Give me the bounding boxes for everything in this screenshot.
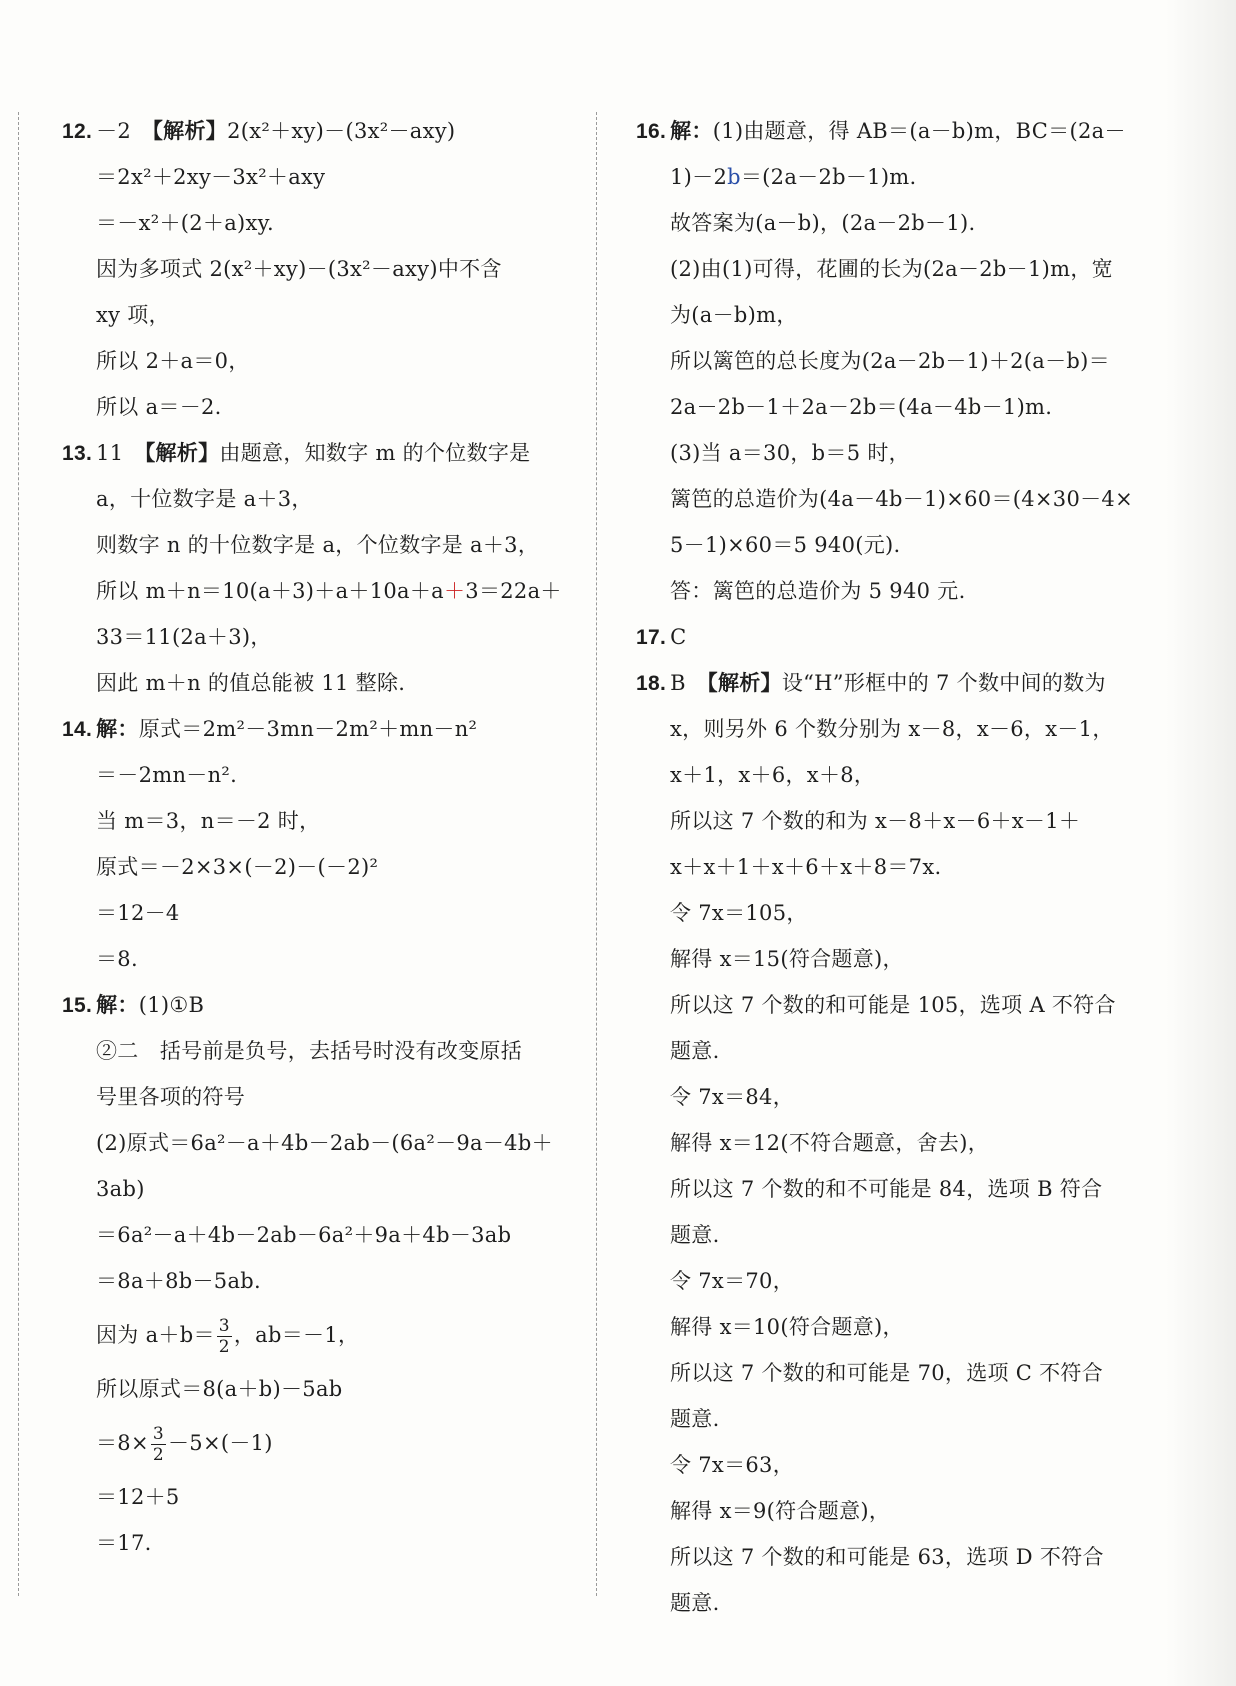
question-14 [62, 706, 562, 982]
q18-line: 解得 x＝9(符合题意)， [670, 1499, 891, 1523]
q15-line: (2)原式＝6a²－a＋4b－2ab－(6a²－9a－4b＋ [96, 1131, 553, 1155]
q15-line: ＝6a²－a＋4b－2ab－6a²＋9a＋4b－3ab [96, 1223, 512, 1247]
right-column [636, 108, 1136, 1626]
question-17 [636, 614, 1136, 660]
solution-tag: 解： [670, 118, 713, 143]
q16-line: 16. 解：(1)由题意，得 AB＝(a－b)m，BC＝(2a－ [636, 118, 1126, 143]
q18-line: 解得 x＝12(不符合题意，舍去)， [670, 1131, 990, 1155]
q18-line: 令 7x＝63， [670, 1453, 795, 1477]
left-margin-rule [18, 112, 19, 1596]
q18-line: 题意. [670, 1407, 720, 1431]
q18-line: 解得 x＝15(符合题意)， [670, 947, 904, 971]
question-13 [62, 430, 562, 706]
q16-line: (2)由(1)可得，花圃的长为(2a－2b－1)m，宽 [670, 257, 1113, 281]
q18-line: 令 7x＝105， [670, 901, 808, 925]
q18-line: 题意. [670, 1591, 720, 1615]
q16-line: 为(a－b)m， [670, 303, 798, 327]
q14-line: ＝12－4 [96, 901, 180, 925]
q13-line: 因此 m＋n 的值总能被 11 整除. [96, 671, 406, 695]
q15-line: ＝8a＋8b－5ab. [96, 1269, 261, 1293]
q12-line: 所以 2＋a＝0， [96, 349, 250, 373]
q18-line: 所以这 7 个数的和为 x－8＋x－6＋x－1＋ [670, 809, 1081, 833]
q15-line: ＝17. [96, 1531, 152, 1555]
q12-line: ＝2x²＋2xy－3x²＋axy [96, 165, 326, 189]
analysis-tag: 【解析】 [707, 670, 782, 695]
question-16 [636, 108, 1136, 614]
q18-line: x＋x＋1＋x＋6＋x＋8＝7x. [670, 855, 942, 879]
blue-mark: b [727, 165, 741, 189]
solution-tag: 解： [96, 992, 139, 1017]
q15-line: 号里各项的符号 [96, 1085, 246, 1109]
q18-line: 令 7x＝70， [670, 1269, 795, 1293]
question-15 [62, 982, 562, 1566]
q15-line: ＝12＋5 [96, 1485, 180, 1509]
q15-number: 15. [62, 994, 93, 1017]
q14-line: 14. 解：原式＝2m²－3mn－2m²＋mn－n² [62, 716, 478, 741]
q18-line: 18. B 【解析】设“H”形框中的 7 个数中间的数为 [636, 670, 1106, 695]
q18-line: x＋1，x＋6，x＋8， [670, 763, 876, 787]
q12-line: ＝－x²＋(2＋a)xy. [96, 211, 275, 235]
analysis-tag: 【解析】 [144, 440, 220, 465]
fraction: $\frac{3}{2}$ [218, 1316, 230, 1357]
q18-line: 所以这 7 个数的和可能是 105，选项 A 不符合 [670, 993, 1116, 1017]
q16-line: (3)当 a＝30，b＝5 时， [670, 441, 910, 465]
q17-line [636, 614, 1136, 660]
q13-line: 所以 m＋n＝10(a＋3)＋a＋10a＋a＋3＝22a＋ [96, 579, 562, 603]
q16-line: 5－1)×60＝5 940(元). [670, 533, 901, 557]
center-column-rule [596, 112, 597, 1596]
q13-line: 13. 11 【解析】由题意，知数字 m 的个位数字是 [62, 440, 531, 465]
q12-line: xy 项， [96, 303, 170, 327]
q13-line: 33＝11(2a＋3)， [96, 625, 272, 649]
q13-number: 13. [62, 442, 93, 465]
page-edge-shadow [1166, 0, 1236, 1686]
q18-line: 所以这 7 个数的和可能是 70，选项 C 不符合 [670, 1361, 1104, 1385]
q16-line: 2a－2b－1＋2a－2b＝(4a－4b－1)m. [670, 395, 1053, 419]
q15-line: 15. 解：(1)①B [62, 992, 205, 1017]
q18-number: 18. [636, 672, 667, 695]
q12-line: 12. －2 【解析】2(x²＋xy)－(3x²－axy) [62, 118, 456, 143]
q18-line: x，则另外 6 个数分别为 x－8，x－6，x－1， [670, 717, 1114, 741]
q14-line: ＝－2mn－n². [96, 763, 238, 787]
q13-line: 则数字 n 的十位数字是 a，个位数字是 a＋3， [96, 533, 540, 557]
q15-line: 因为 a＋b＝ $\frac{3}{2}$ ，ab＝－1， [96, 1316, 360, 1357]
q16-line: 所以篱笆的总长度为(2a－2b－1)＋2(a－b)＝ [670, 349, 1110, 373]
red-plus-mark: ＋ [443, 579, 466, 603]
left-column [62, 108, 562, 1566]
analysis-tag: 【解析】 [152, 118, 228, 143]
q13-line: a，十位数字是 a＋3， [96, 487, 313, 511]
q14-number: 14. [62, 718, 93, 741]
solution-tag: 解： [96, 716, 139, 741]
q12-line: 因为多项式 2(x²＋xy)－(3x²－axy)中不含 [96, 257, 502, 281]
q14-line: 原式＝－2×3×(－2)－(－2)² [96, 855, 379, 879]
q16-line: 篱笆的总造价为(4a－4b－1)×60＝(4×30－4× [670, 487, 1133, 511]
q12-line: 所以 a＝－2. [96, 395, 222, 419]
fraction: $\frac{3}{2}$ [152, 1424, 164, 1465]
q18-line: 令 7x＝84， [670, 1085, 795, 1109]
question-12 [62, 108, 562, 430]
q15-line: ＝8× $\frac{3}{2}$ －5×(－1) [96, 1424, 273, 1465]
q15-line: 3ab) [96, 1177, 145, 1201]
q18-line: 题意. [670, 1223, 720, 1247]
q17-answer: C [670, 625, 687, 649]
q17-number: 17. [636, 626, 667, 649]
q14-line: 当 m＝3，n＝－2 时， [96, 809, 321, 833]
q18-line: 所以这 7 个数的和可能是 63，选项 D 不符合 [670, 1545, 1104, 1569]
q14-line: ＝8. [96, 947, 138, 971]
q16-number: 16. [636, 120, 667, 143]
q16-line: 答：篱笆的总造价为 5 940 元. [670, 579, 966, 603]
question-18 [636, 660, 1136, 1626]
q16-line: 故答案为(a－b)，(2a－2b－1). [670, 211, 976, 235]
q15-line: 所以原式＝8(a＋b)－5ab [96, 1377, 343, 1401]
q16-line: 1)－2b＝(2a－2b－1)m. [670, 165, 917, 189]
q18-line: 所以这 7 个数的和不可能是 84，选项 B 符合 [670, 1177, 1103, 1201]
q12-number: 12. [62, 120, 93, 143]
q15-line: ②二 括号前是负号，去括号时没有改变原括 [96, 1039, 522, 1063]
q18-line: 解得 x＝10(符合题意)， [670, 1315, 904, 1339]
q18-line: 题意. [670, 1039, 720, 1063]
